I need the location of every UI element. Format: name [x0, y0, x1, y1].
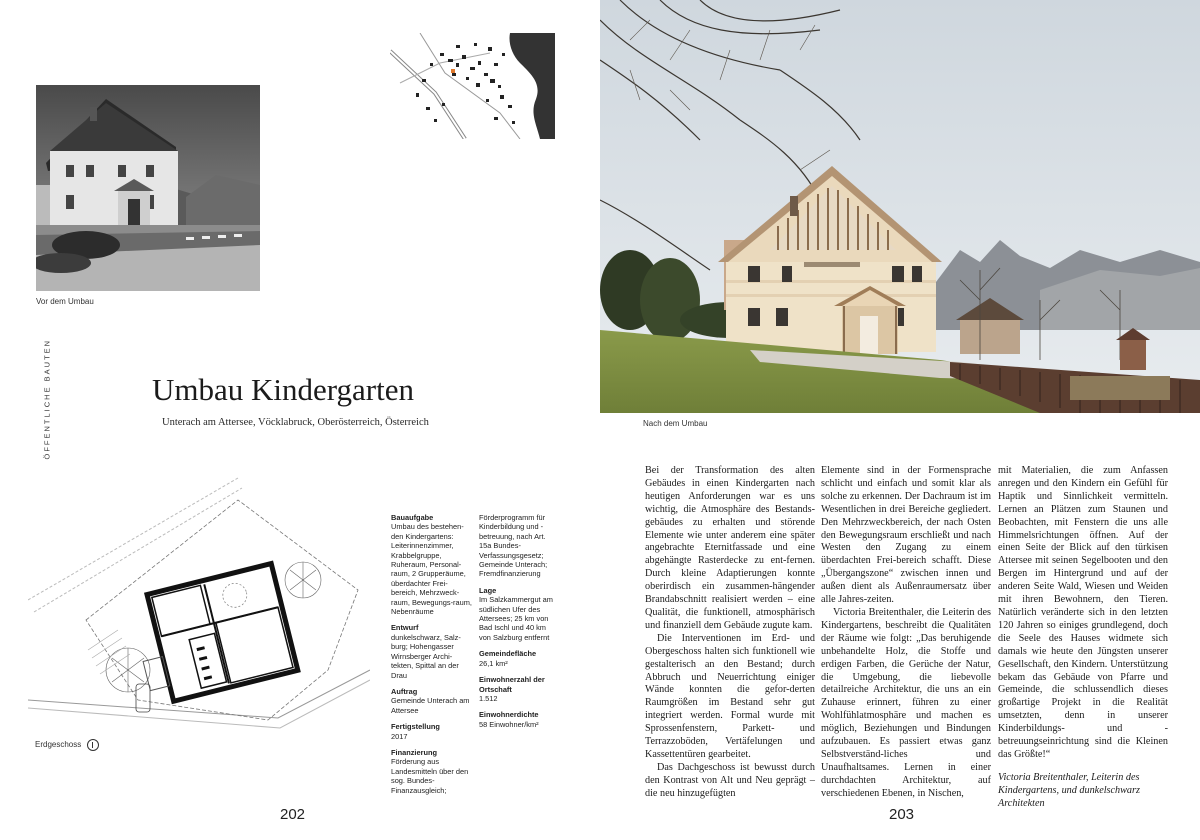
body-column-3: [998, 465, 1168, 811]
fact-text: Förderprogramm für Kinderbildung und -betreuung, nach Art. 15a Bundes-Verfassungsgesetz; Gemeinde Unterach; Fremdfinanzierung: [479, 513, 548, 579]
page-title: Umbau Kindergarten: [152, 372, 414, 407]
fact-text: dunkelschwarz, Salz-burg; Hohengasser Wirnsberger Archi-tekten, Spittal an der Drau: [391, 632, 461, 680]
before-caption: Vor dem Umbau: [36, 297, 94, 306]
body-column-2: [821, 465, 991, 801]
facts-column-2: [479, 513, 559, 736]
fact-text: Förderung aus Landesmitteln über den sog. Bundes-Finanzausgleich;: [391, 757, 469, 795]
page-subtitle: Unterach am Attersee, Vöcklabruck, Oberösterreich, Österreich: [162, 417, 429, 428]
fact-label: Lage: [479, 585, 497, 595]
fact-label: Bauaufgabe: [391, 513, 434, 522]
fact-label: Fertigstellung: [391, 722, 440, 732]
fact-block: [391, 748, 473, 795]
after-caption: Nach dem Umbau: [643, 419, 708, 428]
fact-label: Einwohnerdichte: [479, 710, 539, 720]
fact-block: [479, 675, 559, 703]
fact-label: Auftrag: [391, 686, 418, 696]
facts-column-1: [391, 513, 473, 802]
fact-label: Gemeindefläche: [479, 649, 537, 659]
body-paragraph: Victoria Breitenthaler, die Leiterin des Kindergartens, beschreibt die Qualitäten der Räume wie folgt: „Das beruhigende unbehandelte Holz, die Stoffe und erdigen Farben, die Gerüche der Natur, die Umgebung, die liebevolle detailreiche Architektur, die uns an ein Zuhause erinnert, führen zu einer Wohlfühlatmosphäre und machen es möglich, Beziehungen und Bindungen aufzubauen. Es passiert etwas ganz Selbstverständ-liches und Unaufhaltsames. Lernen in einer durchdachten Architektur, auf verschiedenen Ebenen, in Nischen,: [821, 606, 991, 799]
page-number-left: 202: [280, 806, 306, 823]
body-paragraph: mit Materialien, die zum Anfassen anregen und den Kindern ein Gefühl für Haptik und Sinnlichkeit vermitteln. Lernen an Plätzen zum Staunen und Beobachten, mit Fenstern die uns alle Himmelsrichtungen öffnen. Auf der einen Seite der Blick auf den türkisen Attersee mit seinen Segelbooten und den Bergen im Hintergrund und auf der anderen Seite Wald, Wiesen und Weiden mit ihren Bewohnern, den Tieren. Natürlich veränderte sich in den letzten 120 Jahren so einiges grundlegend, doch die Seele des Hauses widmete sich damals wie heute den Jüngsten unserer Gesellschaft, den Kindern. Unterstützung bekam das Gebäude von Pfarre und Gemeinde, die schlussendlich dieses großartige Projekt in die Realität umsetzten, denn in unserer Kinderbildungs- und -betreuungseinrichtung sind die Kleinen das Größte!“: [998, 465, 1168, 760]
body-paragraph: Bei der Transformation des alten Gebäudes in einen Kindergarten nach heutigen Anforderungen war es uns wichtig, die Atmosphäre des Bestands-gebäudes zu erhalten und störende Elemente wie unter anderem eine später angebrachte Eternitfassade und eine abgehängte Rasterdecke zu ent-fernen. Durch kleine Adaptierungen konnte oberirdisch ein zusammen-hängender Brandabschnitt realisiert werden – eine Qualität, die funktionell, atmosphärisch und finanziell dem Gebäude zugute kam.: [645, 465, 815, 631]
body-paragraph: Elemente sind in der Formensprache schlicht und einfach und somit klar als solche zu erkennen. Der Dachraum ist im Wesentlichen in drei Bereiche gegliedert. Den Mehrzweckbereich, der nach Osten den Bewegungsraum erschließt und nach Westen den Zugang zu einem überdachten Frei-bereich schafft. Diese „Übergangszone“ zwischen innen und außen dient als Außenraumersatz über alle Jahres-zeiten.: [821, 465, 991, 606]
location-map: [390, 33, 555, 139]
quote-attribution: Victoria Breitenthaler, Leiterin des Kindergartens, und dunkelschwarz Architekten: [998, 771, 1140, 809]
fact-block: [391, 722, 473, 741]
fact-label: Entwurf: [391, 623, 419, 633]
body-column-1: [645, 465, 815, 801]
before-photo: [36, 85, 260, 291]
fact-block: [479, 710, 559, 729]
page-number-right: 203: [889, 806, 915, 823]
fact-text: 2017: [391, 731, 408, 741]
fact-text: 58 Einwohner/km²: [479, 719, 539, 729]
fact-text: Umbau des bestehen-den Kindergartens: Leiterinnenzimmer, Krabbelgruppe, Ruheraum, Personal-raum, 2 Grupperäume, überdachter Frei-bereich, Mehrzweck-raum, Bewegungs-raum, Nebenräume: [391, 522, 472, 617]
after-photo: [600, 0, 1200, 413]
fact-block: [479, 586, 559, 642]
fact-label: Finanzierung: [391, 747, 437, 757]
fact-block: [391, 687, 473, 715]
fact-label: Einwohnerzahl der Ortschaft: [479, 675, 545, 694]
fact-text: 26,1 km²: [479, 658, 508, 668]
section-side-label: ÖFFENTLICHE BAUTEN: [42, 338, 52, 460]
body-paragraph: Das Dachgeschoss ist bewusst durch den Kontrast von Alt und Neu geprägt – die neu hinzugefügten: [645, 761, 815, 799]
body-paragraph: Die Interventionen im Erd- und Obergeschoss halten sich funktionell wie gestalterisch an den Bestand; durch Abbruch und Neuerrichtung einiger Wände konnten die gefor-derten Raumgrößen im Bestand sehr gut integriert werden. Formal wurde mit Sprossenfenstern, Parkett- und Terrazzoböden, Vertäfelungen und Kassettentüren gearbeitet.: [645, 632, 815, 760]
fact-block: [391, 623, 473, 679]
fact-block: [391, 513, 473, 616]
fact-text: 1.512: [479, 693, 498, 703]
floor-caption: Erdgeschoss: [35, 740, 82, 749]
fact-text: Im Salzkammergut am südlichen Ufer des Attersees; 25 km von Bad Ischl und 40 km von Salzburg entfernt: [479, 595, 553, 642]
north-arrow-icon: [87, 739, 99, 751]
floor-plan: [28, 470, 370, 742]
fact-block: [479, 513, 559, 579]
fact-text: Gemeinde Unterach am Attersee: [391, 696, 470, 715]
fact-block: [479, 649, 559, 668]
